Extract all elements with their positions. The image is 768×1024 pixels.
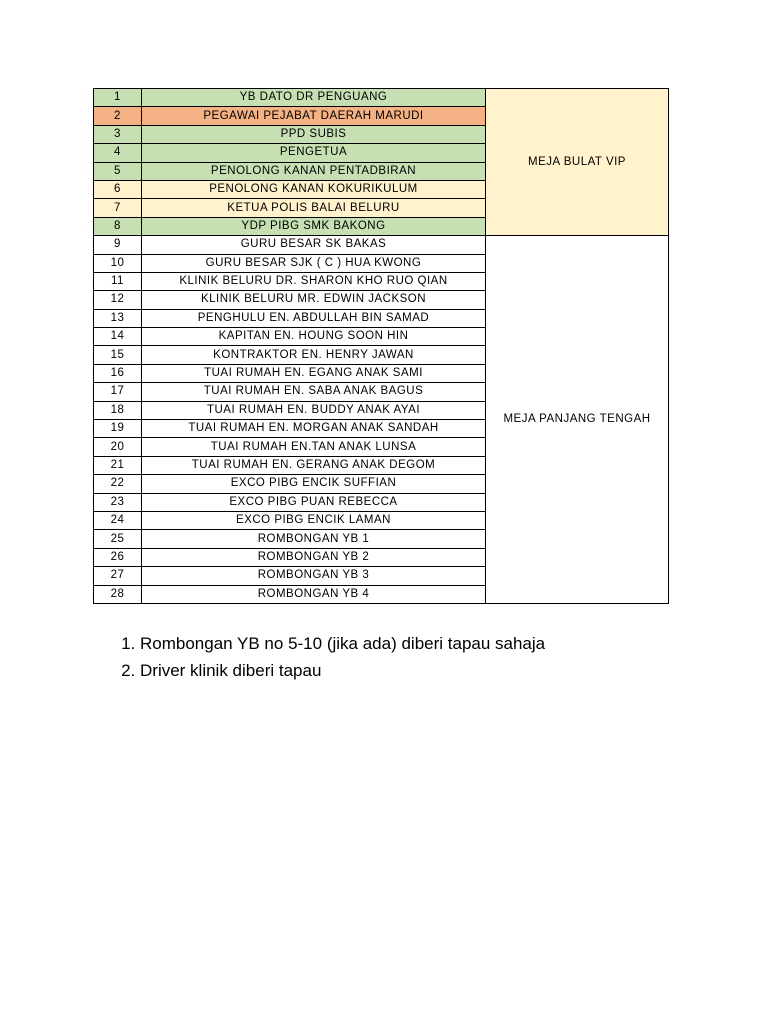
guest-name: EXCO PIBG ENCIK LAMAN — [142, 511, 486, 529]
row-number: 20 — [94, 438, 142, 456]
guest-name: KAPITAN EN. HOUNG SOON HIN — [142, 328, 486, 346]
row-number: 9 — [94, 236, 142, 254]
row-number: 13 — [94, 309, 142, 327]
guest-name: TUAI RUMAH EN. BUDDY ANAK AYAI — [142, 401, 486, 419]
guest-name: PENOLONG KANAN PENTADBIRAN — [142, 162, 486, 180]
row-number: 2 — [94, 107, 142, 125]
seating-table-body — [94, 89, 669, 604]
guest-name: ROMBONGAN YB 2 — [142, 548, 486, 566]
guest-name: GURU BESAR SK BAKAS — [142, 236, 486, 254]
guest-name: TUAI RUMAH EN. MORGAN ANAK SANDAH — [142, 420, 486, 438]
row-number: 7 — [94, 199, 142, 217]
guest-name: TUAI RUMAH EN.TAN ANAK LUNSA — [142, 438, 486, 456]
guest-name: ROMBONGAN YB 4 — [142, 585, 486, 603]
guest-name: PEGAWAI PEJABAT DAERAH MARUDI — [142, 107, 486, 125]
row-number: 6 — [94, 180, 142, 198]
guest-name: PENGETUA — [142, 144, 486, 162]
table-row — [94, 89, 669, 107]
guest-name: ROMBONGAN YB 1 — [142, 530, 486, 548]
row-number: 22 — [94, 475, 142, 493]
row-number: 11 — [94, 272, 142, 290]
table-group-label: MEJA PANJANG TENGAH — [486, 236, 669, 604]
guest-name: TUAI RUMAH EN. EGANG ANAK SAMI — [142, 364, 486, 382]
row-number: 27 — [94, 567, 142, 585]
row-number: 1 — [94, 89, 142, 107]
guest-name: YB DATO DR PENGUANG — [142, 89, 486, 107]
row-number: 16 — [94, 364, 142, 382]
row-number: 26 — [94, 548, 142, 566]
guest-name: TUAI RUMAH EN. GERANG ANAK DEGOM — [142, 456, 486, 474]
row-number: 24 — [94, 511, 142, 529]
guest-name: KLINIK BELURU MR. EDWIN JACKSON — [142, 291, 486, 309]
guest-name: KETUA POLIS BALAI BELURU — [142, 199, 486, 217]
row-number: 18 — [94, 401, 142, 419]
row-number: 17 — [94, 383, 142, 401]
guest-name: PENOLONG KANAN KOKURIKULUM — [142, 180, 486, 198]
row-number: 28 — [94, 585, 142, 603]
guest-name: PPD SUBIS — [142, 125, 486, 143]
row-number: 19 — [94, 420, 142, 438]
row-number: 23 — [94, 493, 142, 511]
guest-name: PENGHULU EN. ABDULLAH BIN SAMAD — [142, 309, 486, 327]
seating-table — [93, 88, 669, 604]
row-number: 21 — [94, 456, 142, 474]
table-row — [94, 236, 669, 254]
guest-name: GURU BESAR SJK ( C ) HUA KWONG — [142, 254, 486, 272]
row-number: 14 — [94, 328, 142, 346]
row-number: 3 — [94, 125, 142, 143]
row-number: 4 — [94, 144, 142, 162]
table-group-label: MEJA BULAT VIP — [486, 89, 669, 236]
notes-list — [112, 630, 545, 684]
row-number: 8 — [94, 217, 142, 235]
guest-name: KLINIK BELURU DR. SHARON KHO RUO QIAN — [142, 272, 486, 290]
guest-name: YDP PIBG SMK BAKONG — [142, 217, 486, 235]
row-number: 12 — [94, 291, 142, 309]
row-number: 25 — [94, 530, 142, 548]
row-number: 15 — [94, 346, 142, 364]
guest-name: ROMBONGAN YB 3 — [142, 567, 486, 585]
row-number: 10 — [94, 254, 142, 272]
guest-name: EXCO PIBG ENCIK SUFFIAN — [142, 475, 486, 493]
guest-name: KONTRAKTOR EN. HENRY JAWAN — [142, 346, 486, 364]
row-number: 5 — [94, 162, 142, 180]
note-item: 1. Rombongan YB no 5-10 (jika ada) diberi tapau sahaja — [140, 630, 545, 657]
note-item: 2. Driver klinik diberi tapau — [140, 657, 545, 684]
guest-name: EXCO PIBG PUAN REBECCA — [142, 493, 486, 511]
guest-name: TUAI RUMAH EN. SABA ANAK BAGUS — [142, 383, 486, 401]
